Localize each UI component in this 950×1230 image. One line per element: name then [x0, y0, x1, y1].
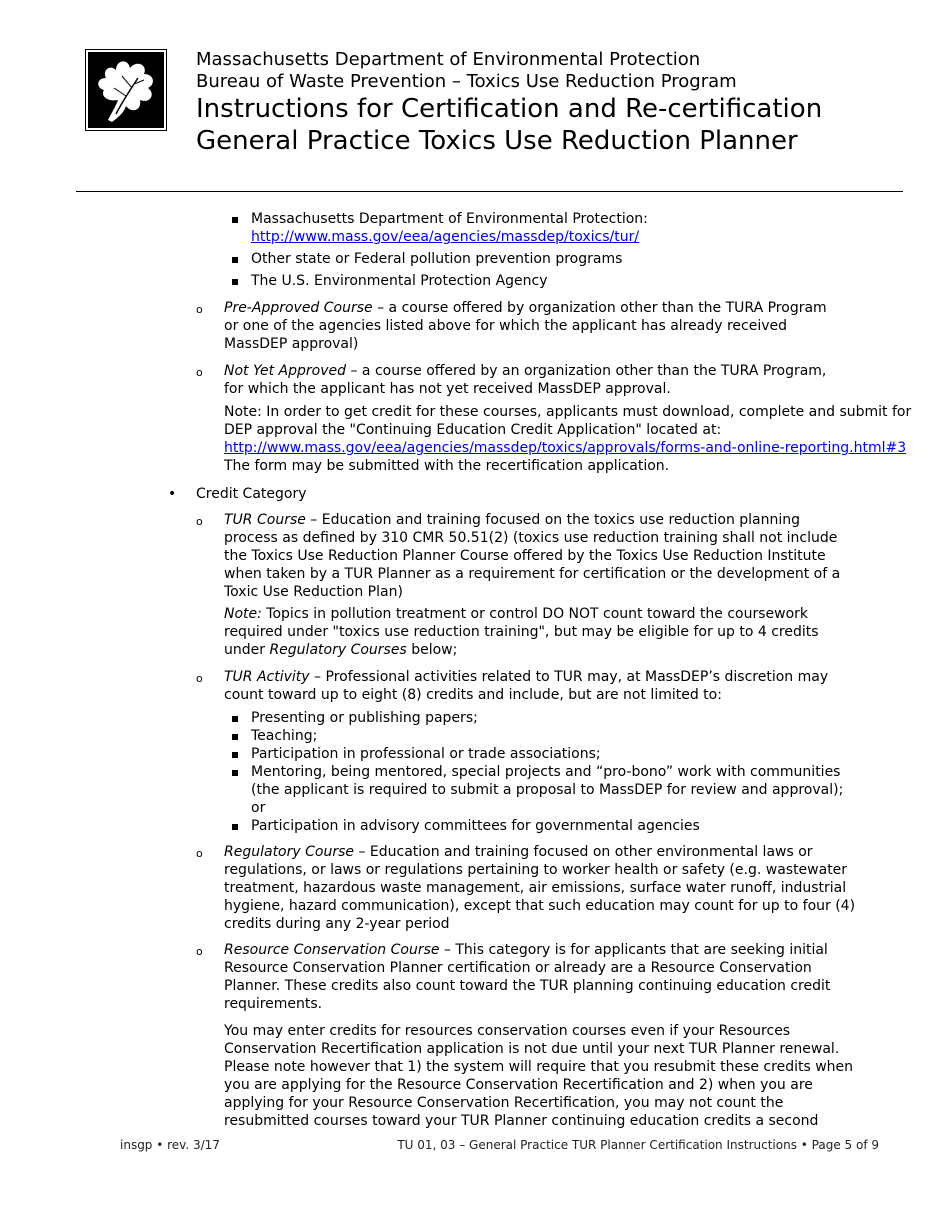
- resource-line-1: Resource Conservation Course – This category is for applicants that are seeking initial: [224, 942, 828, 958]
- regulatory-line-2: regulations, or laws or regulations pertaining to worker health or safety (e.g. wastewater: [224, 862, 848, 878]
- activity-item: Participation in professional or trade associations;: [251, 746, 601, 762]
- resource-para-5: applying for your Resource Conservation Recertification, you may not count the: [224, 1095, 784, 1111]
- circle-bullet-icon: o: [196, 847, 203, 860]
- activity-item-cont: (the applicant is required to submit a proposal to MassDEP for review and approval);: [251, 782, 844, 798]
- page-title: Instructions for Certification and Re-certification: [196, 94, 823, 124]
- not-yet-note-after: The form may be submitted with the recertification application.: [224, 458, 670, 474]
- header-divider: [76, 191, 903, 192]
- activity-item: Presenting or publishing papers;: [251, 710, 478, 726]
- regulatory-line-1: Regulatory Course – Education and training focused on other environmental laws or: [224, 844, 813, 860]
- pre-approved-line-3: MassDEP approval): [224, 336, 359, 352]
- circle-bullet-icon: o: [196, 945, 203, 958]
- page-subtitle: General Practice Toxics Use Reduction Planner: [196, 126, 798, 156]
- tur-course-line-1: TUR Course – Education and training focused on the toxics use reduction planning: [224, 512, 801, 528]
- square-bullet-icon: [232, 257, 238, 263]
- credit-category-heading: Credit Category: [196, 486, 307, 502]
- circle-bullet-icon: o: [196, 303, 203, 316]
- resource-para-4: you are applying for the Resource Conservation Recertification and 2) when you are: [224, 1077, 813, 1093]
- oak-leaf-icon: [86, 50, 166, 130]
- massdep-logo: [85, 49, 167, 131]
- pre-approved-line-1: Pre-Approved Course – a course offered by organization other than the TURA Program: [224, 300, 827, 316]
- agency-other-state: Other state or Federal pollution prevention programs: [251, 251, 623, 267]
- activity-item: Participation in advisory committees for governmental agencies: [251, 818, 700, 834]
- regulatory-line-4: hygiene, hazard communication), except that such education may count for up to four (4): [224, 898, 856, 914]
- tur-course-note-3: under Regulatory Courses below;: [224, 642, 458, 658]
- resource-para-2: Conservation Recertification application is not due until your next TUR Planner renewal.: [224, 1041, 840, 1057]
- regulatory-line-5: credits during any 2-year period: [224, 916, 450, 932]
- tur-course-line-2: process as defined by 310 CMR 50.51(2) (toxics use reduction training shall not include: [224, 530, 838, 546]
- resource-line-2: Resource Conservation Planner certification or already are a Resource Conservation: [224, 960, 812, 976]
- activity-item: Teaching;: [251, 728, 318, 744]
- massdep-tur-link[interactable]: http://www.mass.gov/eea/agencies/massdep/toxics/tur/: [251, 229, 640, 245]
- square-bullet-icon: [232, 217, 238, 223]
- square-bullet-icon: [232, 770, 238, 776]
- not-yet-line-1: Not Yet Approved – a course offered by an organization other than the TURA Program,: [224, 363, 827, 379]
- not-yet-note-2: DEP approval the "Continuing Education Credit Application" located at:: [224, 422, 722, 438]
- square-bullet-icon: [232, 824, 238, 830]
- org-name: Massachusetts Department of Environmental Protection: [196, 49, 701, 70]
- resource-para-6: resubmitted courses toward your TUR Planner continuing education credits a second: [224, 1113, 819, 1129]
- dot-bullet-icon: •: [168, 486, 177, 502]
- circle-bullet-icon: o: [196, 366, 203, 379]
- regulatory-line-3: treatment, hazardous waste management, air emissions, surface water runoff, industrial: [224, 880, 847, 896]
- circle-bullet-icon: o: [196, 672, 203, 685]
- resource-para-1: You may enter credits for resources conservation courses even if your Resources: [224, 1023, 791, 1039]
- activity-item-cont: or: [251, 800, 266, 816]
- tur-activity-line-1: TUR Activity – Professional activities related to TUR may, at MassDEP’s discretion may: [224, 669, 829, 685]
- tur-activity-line-2: count toward up to eight (8) credits and include, but are not limited to:: [224, 687, 722, 703]
- square-bullet-icon: [232, 752, 238, 758]
- resource-para-3: Please note however that 1) the system will require that you resubmit these credits when: [224, 1059, 854, 1075]
- agency-epa: The U.S. Environmental Protection Agency: [251, 273, 548, 289]
- bureau-name: Bureau of Waste Prevention – Toxics Use Reduction Program: [196, 71, 737, 92]
- tur-course-note-1: Note: Topics in pollution treatment or control DO NOT count toward the coursework: [224, 606, 809, 622]
- pre-approved-line-2: or one of the agencies listed above for which the applicant has already received: [224, 318, 787, 334]
- tur-course-note-2: required under "toxics use reduction training", but may be eligible for up to 4 credits: [224, 624, 819, 640]
- resource-line-3: Planner. These credits also count toward the TUR planning continuing education credit: [224, 978, 831, 994]
- not-yet-note-1: Note: In order to get credit for these courses, applicants must download, complete and submit for: [224, 404, 912, 420]
- resource-line-4: requirements.: [224, 996, 323, 1012]
- square-bullet-icon: [232, 716, 238, 722]
- not-yet-line-2: for which the applicant has not yet received MassDEP approval.: [224, 381, 671, 397]
- tur-course-line-4: when taken by a TUR Planner as a requirement for certification or the development of a: [224, 566, 841, 582]
- credit-application-link[interactable]: http://www.mass.gov/eea/agencies/massdep/toxics/approvals/forms-and-online-reporting.html#3: [224, 440, 907, 456]
- tur-course-line-3: the Toxics Use Reduction Planner Course offered by the Toxics Use Reduction Institute: [224, 548, 826, 564]
- footer-page-info: TU 01, 03 – General Practice TUR Planner Certification Instructions • Page 5 of 9: [397, 1138, 879, 1152]
- tur-course-line-5: Toxic Use Reduction Plan): [224, 584, 403, 600]
- document-header: [196, 49, 822, 157]
- square-bullet-icon: [232, 734, 238, 740]
- square-bullet-icon: [232, 279, 238, 285]
- activity-item: Mentoring, being mentored, special projects and “pro-bono” work with communities: [251, 764, 841, 780]
- circle-bullet-icon: o: [196, 515, 203, 528]
- agency-massdep: Massachusetts Department of Environmental Protection:: [251, 211, 648, 227]
- footer-revision: insgp • rev. 3/17: [120, 1138, 220, 1152]
